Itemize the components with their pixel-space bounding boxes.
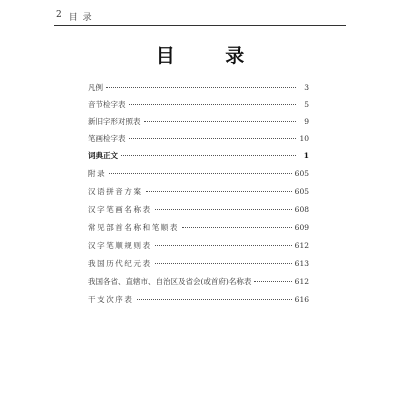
toc-leader: [146, 191, 292, 192]
toc-entry-label: 凡例: [88, 83, 103, 92]
toc-entry-appendix[interactable]: [88, 166, 309, 181]
toc-entry-pinyin-scheme[interactable]: [88, 184, 309, 199]
toc-entry-label: 笔画检字表: [88, 134, 126, 143]
toc-entry-dynasty-eras[interactable]: [88, 256, 309, 271]
toc-entry-preface[interactable]: [88, 80, 309, 95]
toc-entry-page: 605: [294, 187, 309, 196]
header-rule: [54, 25, 346, 26]
toc-entry-stroke-order-rules[interactable]: [88, 238, 309, 253]
toc-entry-page: 1: [303, 151, 309, 160]
toc-entry-provinces[interactable]: [88, 274, 309, 289]
table-of-contents: [88, 80, 309, 307]
toc-entry-stroke-names[interactable]: [88, 202, 309, 217]
toc-entry-page: 612: [294, 277, 309, 286]
running-head-label: 目 录: [68, 13, 93, 23]
toc-entry-label: 新旧字形对照表: [88, 117, 141, 126]
toc-entry-page: 612: [294, 241, 309, 250]
running-head: [56, 10, 93, 23]
toc-entry-page: 613: [294, 259, 309, 268]
toc-entry-label: 汉语拼音方案: [88, 187, 143, 196]
toc-entry-label: 干支次序表: [88, 295, 134, 304]
toc-leader: [155, 209, 292, 210]
page-title: 目 录: [155, 45, 267, 67]
toc-entry-label: 附录: [88, 169, 107, 178]
toc-entry-label: 我国各省、直辖市、自治区及省会(或首府)名称表: [88, 277, 252, 286]
toc-entry-label: 常见部首名称和笔顺表: [88, 223, 179, 232]
toc-entry-stroke-index[interactable]: [88, 131, 309, 146]
toc-entry-page: 605: [294, 169, 309, 178]
toc-entry-ganzhi-order[interactable]: [88, 292, 309, 307]
toc-entry-label: 音节检字表: [88, 100, 126, 109]
toc-entry-label: 汉字笔画名称表: [88, 205, 152, 214]
toc-entry-glyph-comparison[interactable]: [88, 114, 309, 129]
toc-leader: [155, 245, 292, 246]
toc-entry-page: 616: [294, 295, 309, 304]
toc-leader: [254, 281, 291, 282]
toc-entry-page: 10: [299, 134, 309, 143]
toc-entry-label: 我国历代纪元表: [88, 259, 152, 268]
toc-entry-label: 词典正文: [88, 151, 118, 160]
toc-entry-page: 3: [304, 83, 309, 92]
toc-leader: [109, 173, 291, 174]
toc-entry-label: 汉字笔顺规则表: [88, 241, 152, 250]
toc-leader: [182, 227, 292, 228]
toc-entry-page: 5: [304, 100, 309, 109]
toc-leader: [137, 299, 292, 300]
toc-entry-syllable-index[interactable]: [88, 97, 309, 112]
toc-entry-radicals[interactable]: [88, 220, 309, 235]
toc-entry-page: 9: [304, 117, 309, 126]
running-head-page-number: 2: [56, 10, 63, 20]
toc-leader: [144, 121, 297, 122]
toc-entry-dictionary-body[interactable]: [88, 148, 309, 163]
toc-entry-page: 609: [294, 223, 309, 232]
toc-leader: [129, 104, 297, 105]
toc-leader: [129, 138, 297, 139]
toc-leader: [155, 263, 292, 264]
toc-entry-page: 608: [294, 205, 309, 214]
toc-leader: [121, 155, 296, 156]
toc-leader: [106, 87, 296, 88]
